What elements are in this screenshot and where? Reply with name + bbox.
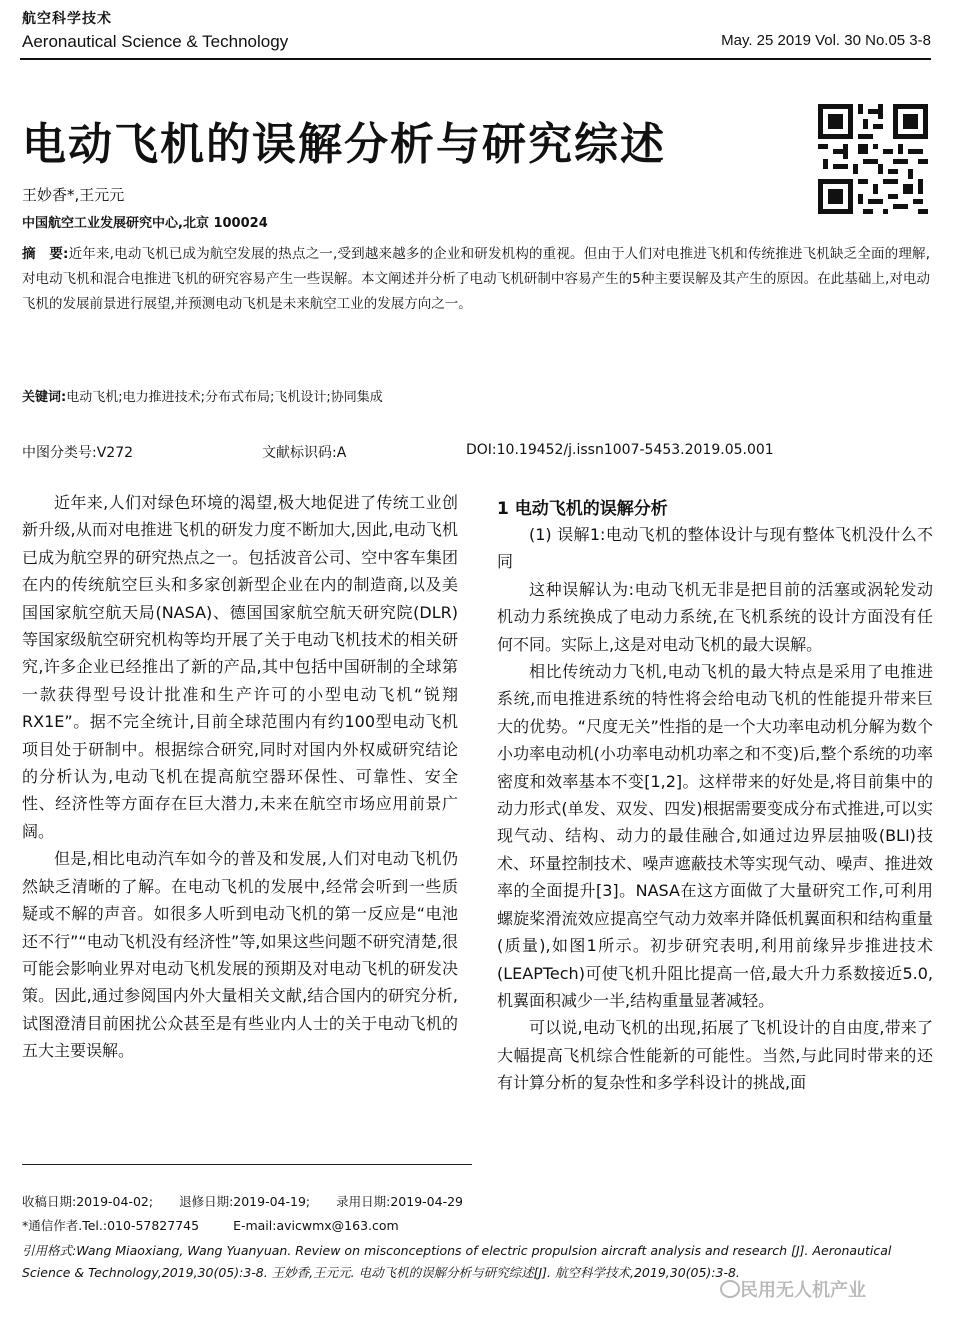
journal-name-english: Aeronautical Science & Technology — [22, 32, 289, 51]
citation-format: 引用格式:Wang Miaoxiang, Wang Yuanyuan. Review on misconceptions of electric propulsion aircraft analysis and research [J]. Aeronautical Science & Technology,2019,30(05):3-8. 王妙香,王元元. 电动飞机的误解分析与研究综述[J]. 航空科学技术,2019,30(05):3-8. — [22, 1243, 892, 1280]
clc-number: 中图分类号:V272 — [22, 445, 134, 461]
left-column — [22, 489, 458, 1065]
paragraph: 可以说,电动飞机的出现,拓展了飞机设计的自由度,带来了大幅提高飞机综合性能新的可能性。当然,与此同时带来的还有计算分析的复杂性和多学科设计的挑战,面 — [497, 1018, 933, 1093]
doi: DOI:10.19452/j.issn1007-5453.2019.05.001 — [466, 442, 774, 458]
footnote-rule — [22, 1164, 472, 1165]
corresponding-author: *通信作者.Tel.:010-57827745 — [22, 1218, 200, 1233]
keywords-text: 电动飞机;电力推进技术;分布式布局;飞机设计;协同集成 — [66, 390, 383, 405]
email: E-mail:avicwmx@163.com — [233, 1218, 399, 1233]
paper-title: 电动飞机的误解分析与研究综述 — [22, 119, 666, 170]
abstract — [22, 242, 930, 317]
keywords-label: 关键词: — [22, 390, 67, 405]
paragraph: 但是,相比电动汽车如今的普及和发展,人们对电动飞机仍然缺乏清晰的了解。在电动飞机的发展中,经常会听到一些质疑或不解的声音。如很多人听到电动飞机的第一反应是“电池还不行”“电动飞机没有经济性”等,如果这些问题不研究清楚,很可能会影响业界对电动飞机发展的预期及对电动飞机的研发决策。因此,通过参阅国内外大量相关文献,结合国内的研究分析,试图澄清目前困扰公众甚至是有些业内人士的关于电动飞机的五大主要误解。 — [22, 849, 458, 1061]
paragraph: (1) 误解1:电动飞机的整体设计与现有整体飞机没什么不同 — [497, 525, 933, 572]
section-heading: 1 电动飞机的误解分析 — [497, 499, 668, 519]
issue-info: May. 25 2019 Vol. 30 No.05 3-8 — [721, 32, 931, 49]
revised-date: 退修日期:2019-04-19; — [179, 1194, 311, 1209]
header-rule — [20, 58, 931, 60]
watermark: 民用无人机产业 — [740, 1280, 866, 1301]
right-column — [497, 521, 933, 1097]
received-date: 收稿日期:2019-04-02; — [22, 1194, 154, 1209]
keywords — [22, 386, 383, 405]
abstract-text: 近年来,电动飞机已成为航空发展的热点之一,受到越来越多的企业和研发机构的重视。但由于人们对电推进飞机和传统推进飞机缺乏全面的理解,对电动飞机和混合电推进飞机的研究容易产生一些误解。本文阐述并分析了电动飞机研制中容易产生的5种主要误解及其产生的原因。在此基础上,对电动飞机的发展前景进行展望,并预测电动飞机是未来航空工业的发展方向之一。 — [22, 246, 931, 312]
affiliation: 中国航空工业发展研究中心,北京 100024 — [22, 216, 268, 231]
wechat-icon — [720, 1280, 740, 1298]
paragraph: 相比传统动力飞机,电动飞机的最大特点是采用了电推进系统,而电推进系统的特性将会给电动飞机的性能提升带来巨大的优势。“尺度无关”性指的是一个大功率电动机分解为数个小功率电动机(小功率电动机功率之和不变)后,整个系统的功率密度和效率基本不变[1,2]。这样带来的好处是,将目前集中的动力形式(单发、双发、四发)根据需要变成分布式推进,可以实现气动、结构、动力的最佳融合,如通过边界层抽吸(BLI)技术、环量控制技术、噪声遮蔽技术等实现气动、噪声、推进效率的全面提升[3]。NASA在这方面做了大量研究工作,可利用螺旋桨滑流效应提高空气动力效率并降低机翼面积和结构重量(质量),如图1所示。初步研究表明,利用前缘异步推进技术(LEAPTech)可使飞机升阻比提高一倍,最大升力系数接近5.0,机翼面积减少一半,结构重量显著减轻。 — [497, 662, 933, 1010]
journal-name-chinese: 航空科学技术 — [22, 11, 112, 27]
footnote-contact — [22, 1216, 399, 1234]
footnote-dates — [22, 1192, 463, 1210]
document-code: 文献标识码:A — [262, 445, 347, 461]
authors: 王妙香*,王元元 — [22, 186, 125, 204]
paragraph: 近年来,人们对绿色环境的渴望,极大地促进了传统工业创新升级,从而对电推进飞机的研发力度不断加大,因此,电动飞机已成为航空界的研究热点之一。包括波音公司、空中客车集团在内的传统航空巨头和多家创新型企业在内的制造商,以及美国国家航空航天局(NASA)、德国国家航空航天研究院(DLR)等国家级航空研究机构等均开展了关于电动飞机技术的相关研究,许多企业已经推出了新的产品,其中包括中国研制的全球第一款获得型号设计批准和生产许可的小型电动飞机“锐翔RX1E”。据不完全统计,目前全球范围内有约100型电动飞机项目处于研制中。根据综合研究,同时对国内外权威研究结论的分析认为,电动飞机在提高航空器环保性、可靠性、安全性、经济性等方面存在巨大潜力,未来在航空市场应用前景广阔。 — [22, 493, 458, 841]
qr-code-icon — [818, 104, 928, 214]
accepted-date: 录用日期:2019-04-29 — [336, 1194, 463, 1209]
abstract-label: 摘 要: — [22, 246, 69, 262]
paragraph: 这种误解认为:电动飞机无非是把目前的活塞或涡轮发动机动力系统换成了电动力系统,在飞机系统的设计方面没有任何不同。实际上,这是对电动飞机的最大误解。 — [497, 579, 933, 654]
